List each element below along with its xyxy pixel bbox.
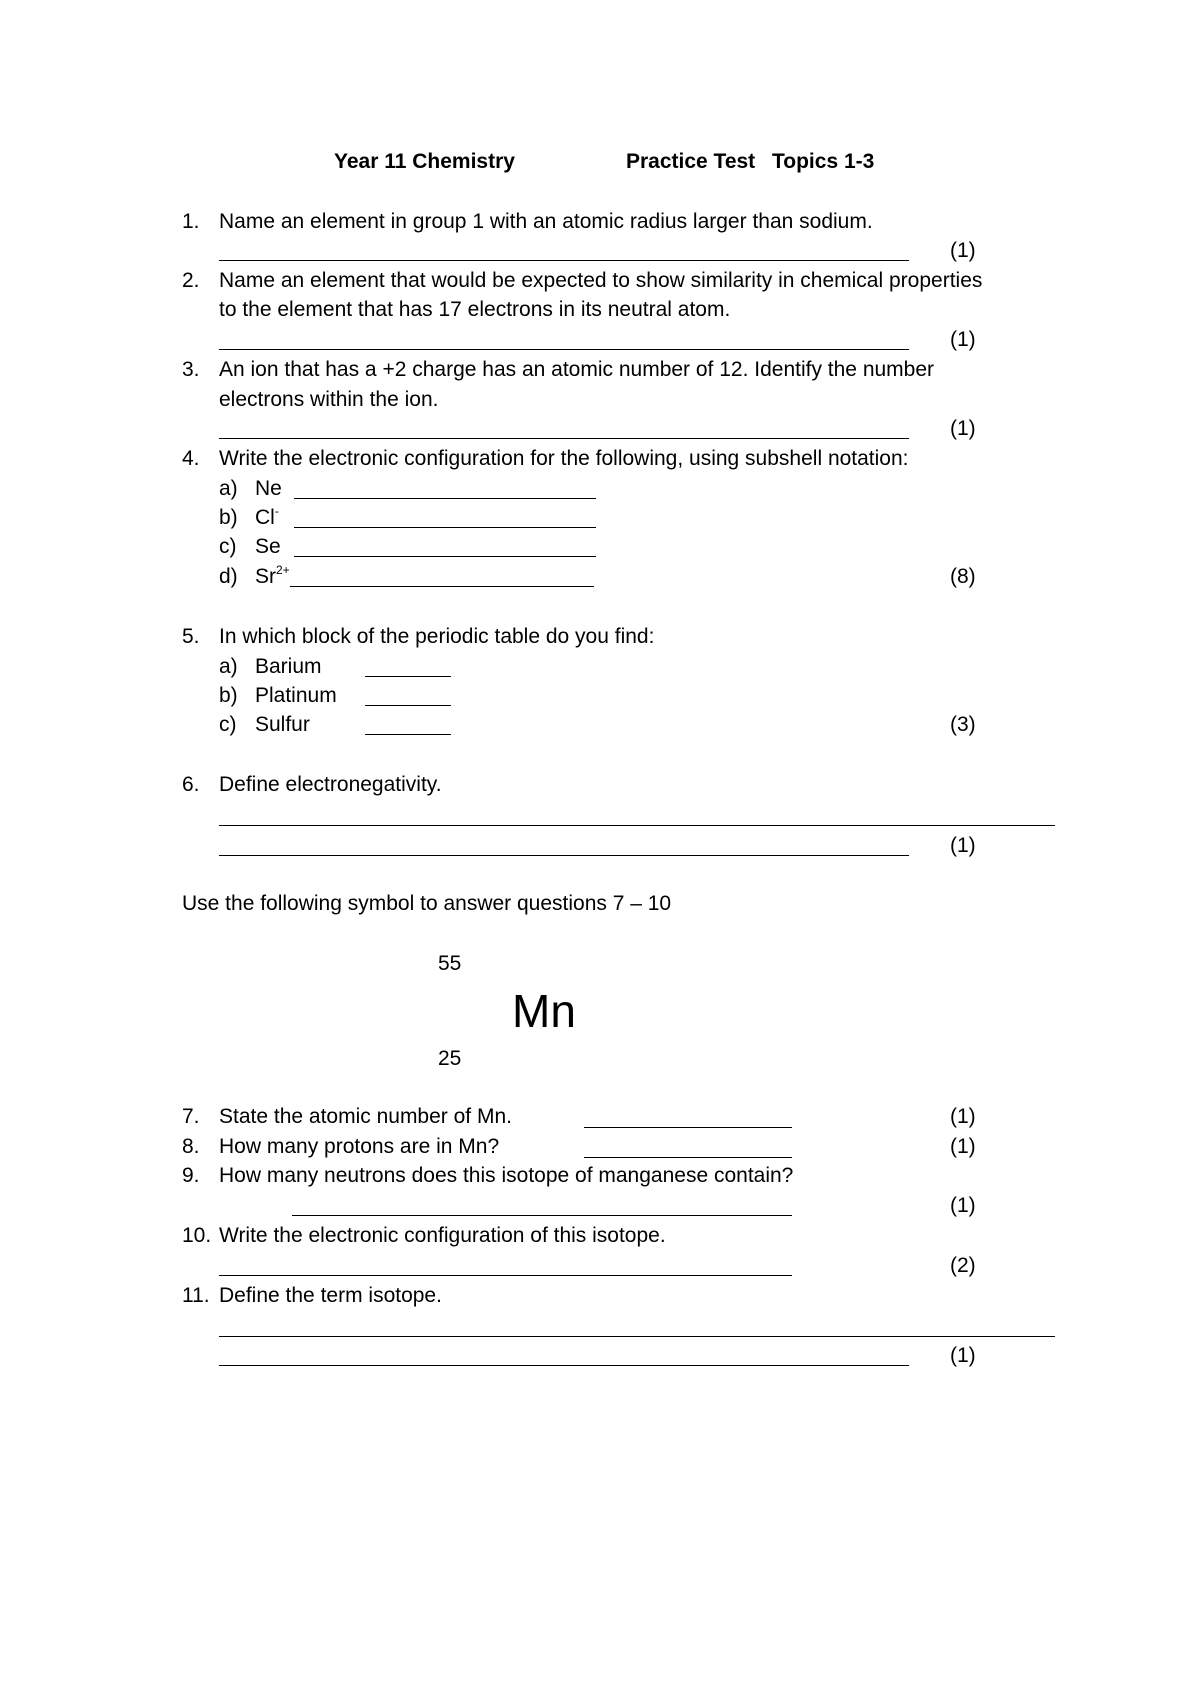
element-symbol: Mn (512, 985, 576, 1037)
q6-answer-line-2[interactable] (219, 855, 909, 856)
symbol-intro: Use the following symbol to answer questions 7 – 10 (182, 892, 672, 915)
header-course: Year 11 Chemistry (334, 150, 515, 173)
atomic-number: 25 (438, 1047, 462, 1070)
q6-answer-line-1[interactable] (219, 825, 1055, 826)
q5a-label: a) (219, 655, 238, 678)
q6-number: 6. (182, 773, 200, 796)
q4c-answer-line[interactable] (294, 556, 596, 557)
header-topics: Topics 1-3 (772, 150, 875, 173)
q4d-answer-line[interactable] (290, 586, 594, 587)
q1-text: Name an element in group 1 with an atomic radius larger than sodium. (219, 210, 873, 233)
q3-text-line1: An ion that has a +2 charge has an atomic number of 12. Identify the number (219, 358, 935, 381)
q9-text: How many neutrons does this isotope of manganese contain? (219, 1164, 794, 1187)
q3-text-line2: electrons within the ion. (219, 388, 439, 411)
q4b-label: b) (219, 506, 238, 529)
q8-number: 8. (182, 1135, 200, 1158)
q4d-species (255, 563, 290, 588)
q5b-label: b) (219, 684, 238, 707)
q2-answer-line[interactable] (219, 349, 909, 350)
q4a-symbol: Ne (255, 477, 282, 500)
q10-text: Write the electronic configuration of this isotope. (219, 1224, 666, 1247)
q3-marks: (1) (950, 417, 976, 440)
q4c-label: c) (219, 535, 237, 558)
q10-marks: (2) (950, 1254, 976, 1277)
q5-number: 5. (182, 625, 200, 648)
q4d-symbol: Sr (255, 565, 276, 588)
q11-number: 11. (182, 1284, 210, 1307)
q6-text: Define electronegativity. (219, 773, 442, 796)
q3-number: 3. (182, 358, 200, 381)
q5b-answer-line[interactable] (365, 705, 451, 706)
q4b-answer-line[interactable] (294, 527, 596, 528)
q2-text-line1: Name an element that would be expected to show similarity in chemical properties (219, 269, 983, 292)
q9-number: 9. (182, 1164, 200, 1187)
q2-number: 2. (182, 269, 200, 292)
q5-marks: (3) (950, 713, 976, 736)
q5b-element: Platinum (255, 684, 337, 707)
q2-text-line2: to the element that has 17 electrons in its neutral atom. (219, 298, 731, 321)
q6-marks: (1) (950, 834, 976, 857)
q4b-charge: - (274, 504, 279, 518)
q1-answer-line[interactable] (219, 260, 909, 261)
q5c-element: Sulfur (255, 713, 310, 736)
q4-marks: (8) (950, 565, 976, 588)
q5c-label: c) (219, 713, 237, 736)
q4c-symbol: Se (255, 535, 281, 558)
q5-text: In which block of the periodic table do you find: (219, 625, 655, 648)
q10-answer-line[interactable] (219, 1275, 792, 1276)
q9-marks: (1) (950, 1194, 976, 1217)
mass-number: 55 (438, 952, 462, 975)
q4b-species (255, 504, 279, 529)
q11-answer-line-1[interactable] (219, 1336, 1055, 1337)
q9-answer-line[interactable] (292, 1215, 792, 1216)
q4-text: Write the electronic configuration for the following, using subshell notation: (219, 447, 909, 470)
q7-text: State the atomic number of Mn. (219, 1105, 512, 1128)
q5c-answer-line[interactable] (365, 734, 451, 735)
q1-number: 1. (182, 210, 200, 233)
q4b-symbol: Cl (255, 506, 275, 529)
q8-marks: (1) (950, 1135, 976, 1158)
q11-marks: (1) (950, 1344, 976, 1367)
q4d-charge: 2+ (276, 563, 290, 577)
q4a-answer-line[interactable] (294, 498, 596, 499)
q11-answer-line-2[interactable] (219, 1365, 909, 1366)
q4-number: 4. (182, 447, 200, 470)
q8-answer-line[interactable] (584, 1157, 792, 1158)
q10-number: 10. (182, 1224, 212, 1247)
q7-answer-line[interactable] (584, 1127, 792, 1128)
q5a-element: Barium (255, 655, 322, 678)
q8-text: How many protons are in Mn? (219, 1135, 500, 1158)
q4d-label: d) (219, 565, 238, 588)
q5a-answer-line[interactable] (365, 676, 451, 677)
q2-marks: (1) (950, 328, 976, 351)
q11-text: Define the term isotope. (219, 1284, 442, 1307)
q3-answer-line[interactable] (219, 438, 909, 439)
q7-marks: (1) (950, 1105, 976, 1128)
q4a-label: a) (219, 477, 238, 500)
q1-marks: (1) (950, 239, 976, 262)
header-test: Practice Test (626, 150, 756, 173)
q7-number: 7. (182, 1105, 200, 1128)
